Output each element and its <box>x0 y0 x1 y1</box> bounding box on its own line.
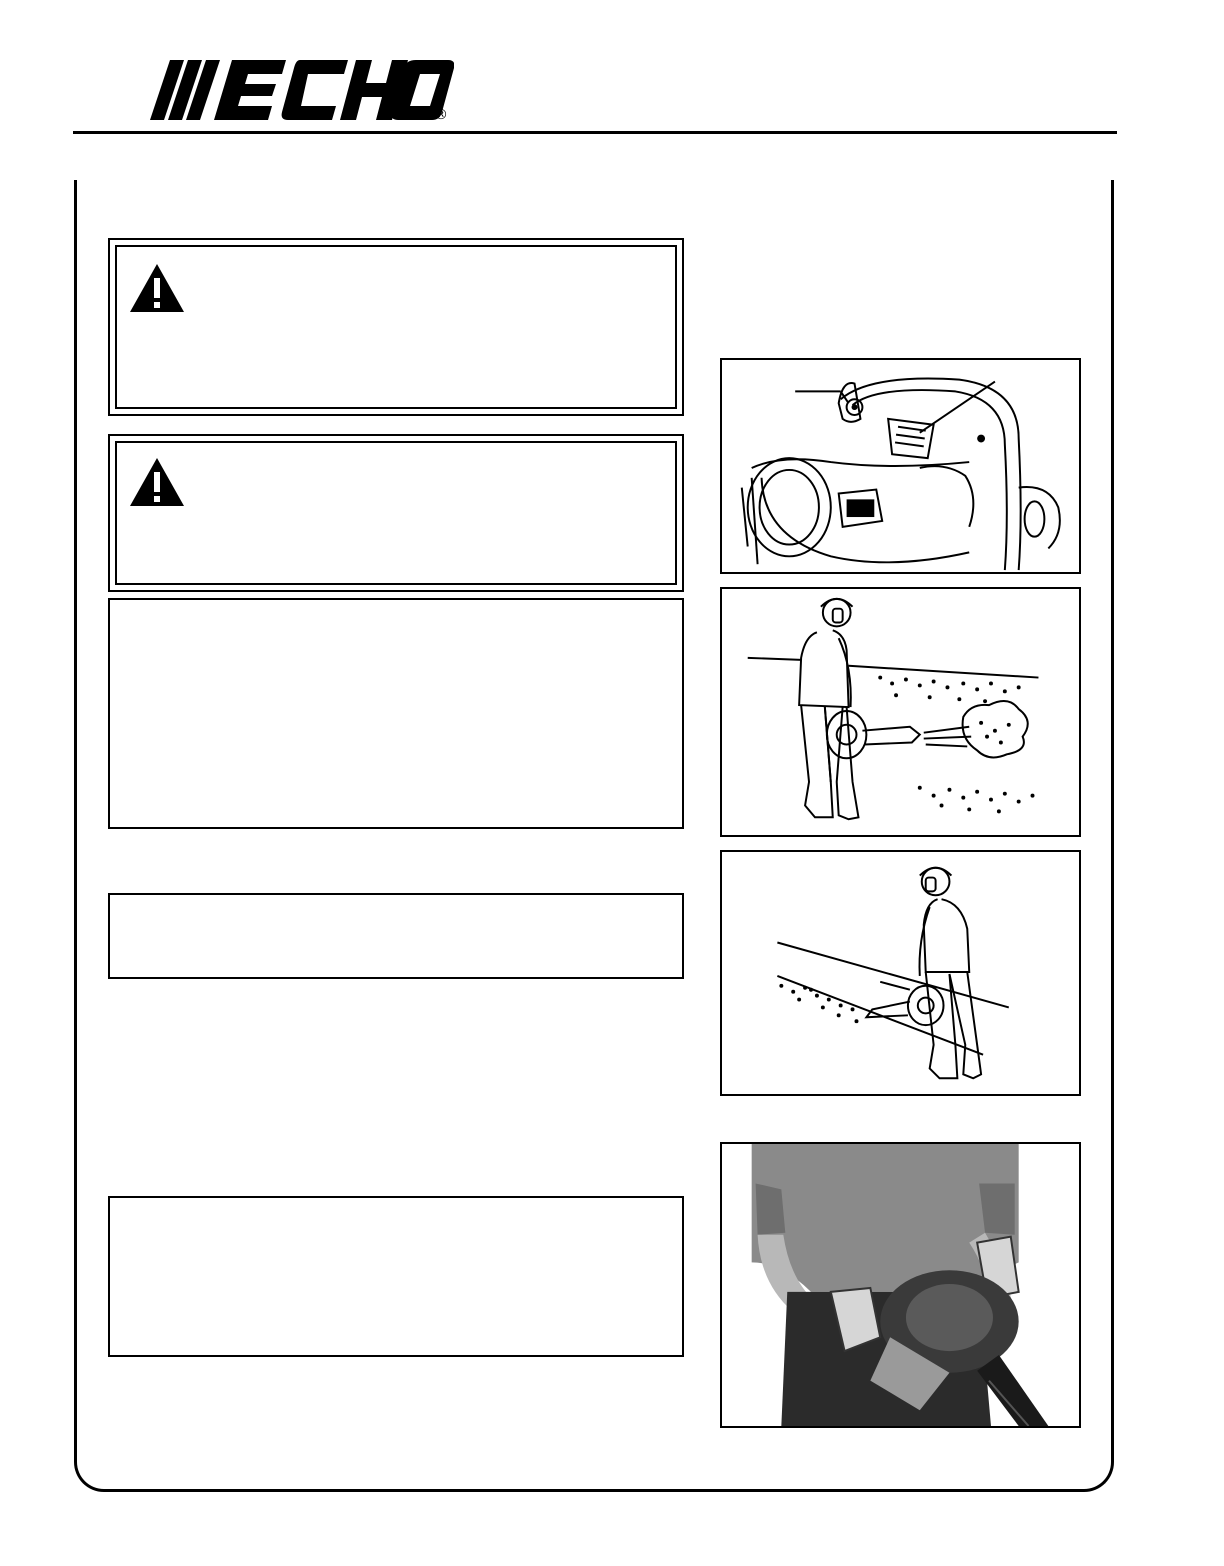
warning-box-2 <box>108 434 684 592</box>
echo-logo <box>148 58 454 126</box>
figure-operator-curb <box>720 850 1081 1096</box>
warning-box-1-inner <box>115 245 677 409</box>
note-box-3 <box>108 1196 684 1357</box>
brand-wordmark <box>454 58 455 59</box>
note-box-2 <box>108 893 684 979</box>
warning-box-2-inner <box>115 441 677 585</box>
warning-box-1 <box>108 238 684 416</box>
figure-handle-closeup <box>720 358 1081 574</box>
figure-operator-blowing <box>720 587 1081 837</box>
registered-mark: ® <box>434 107 448 123</box>
warning-triangle-icon <box>128 262 186 314</box>
photo-operator-holding-blower <box>720 1142 1081 1428</box>
note-box-1 <box>108 598 684 829</box>
header-divider <box>73 131 1117 134</box>
warning-triangle-icon <box>128 456 186 508</box>
